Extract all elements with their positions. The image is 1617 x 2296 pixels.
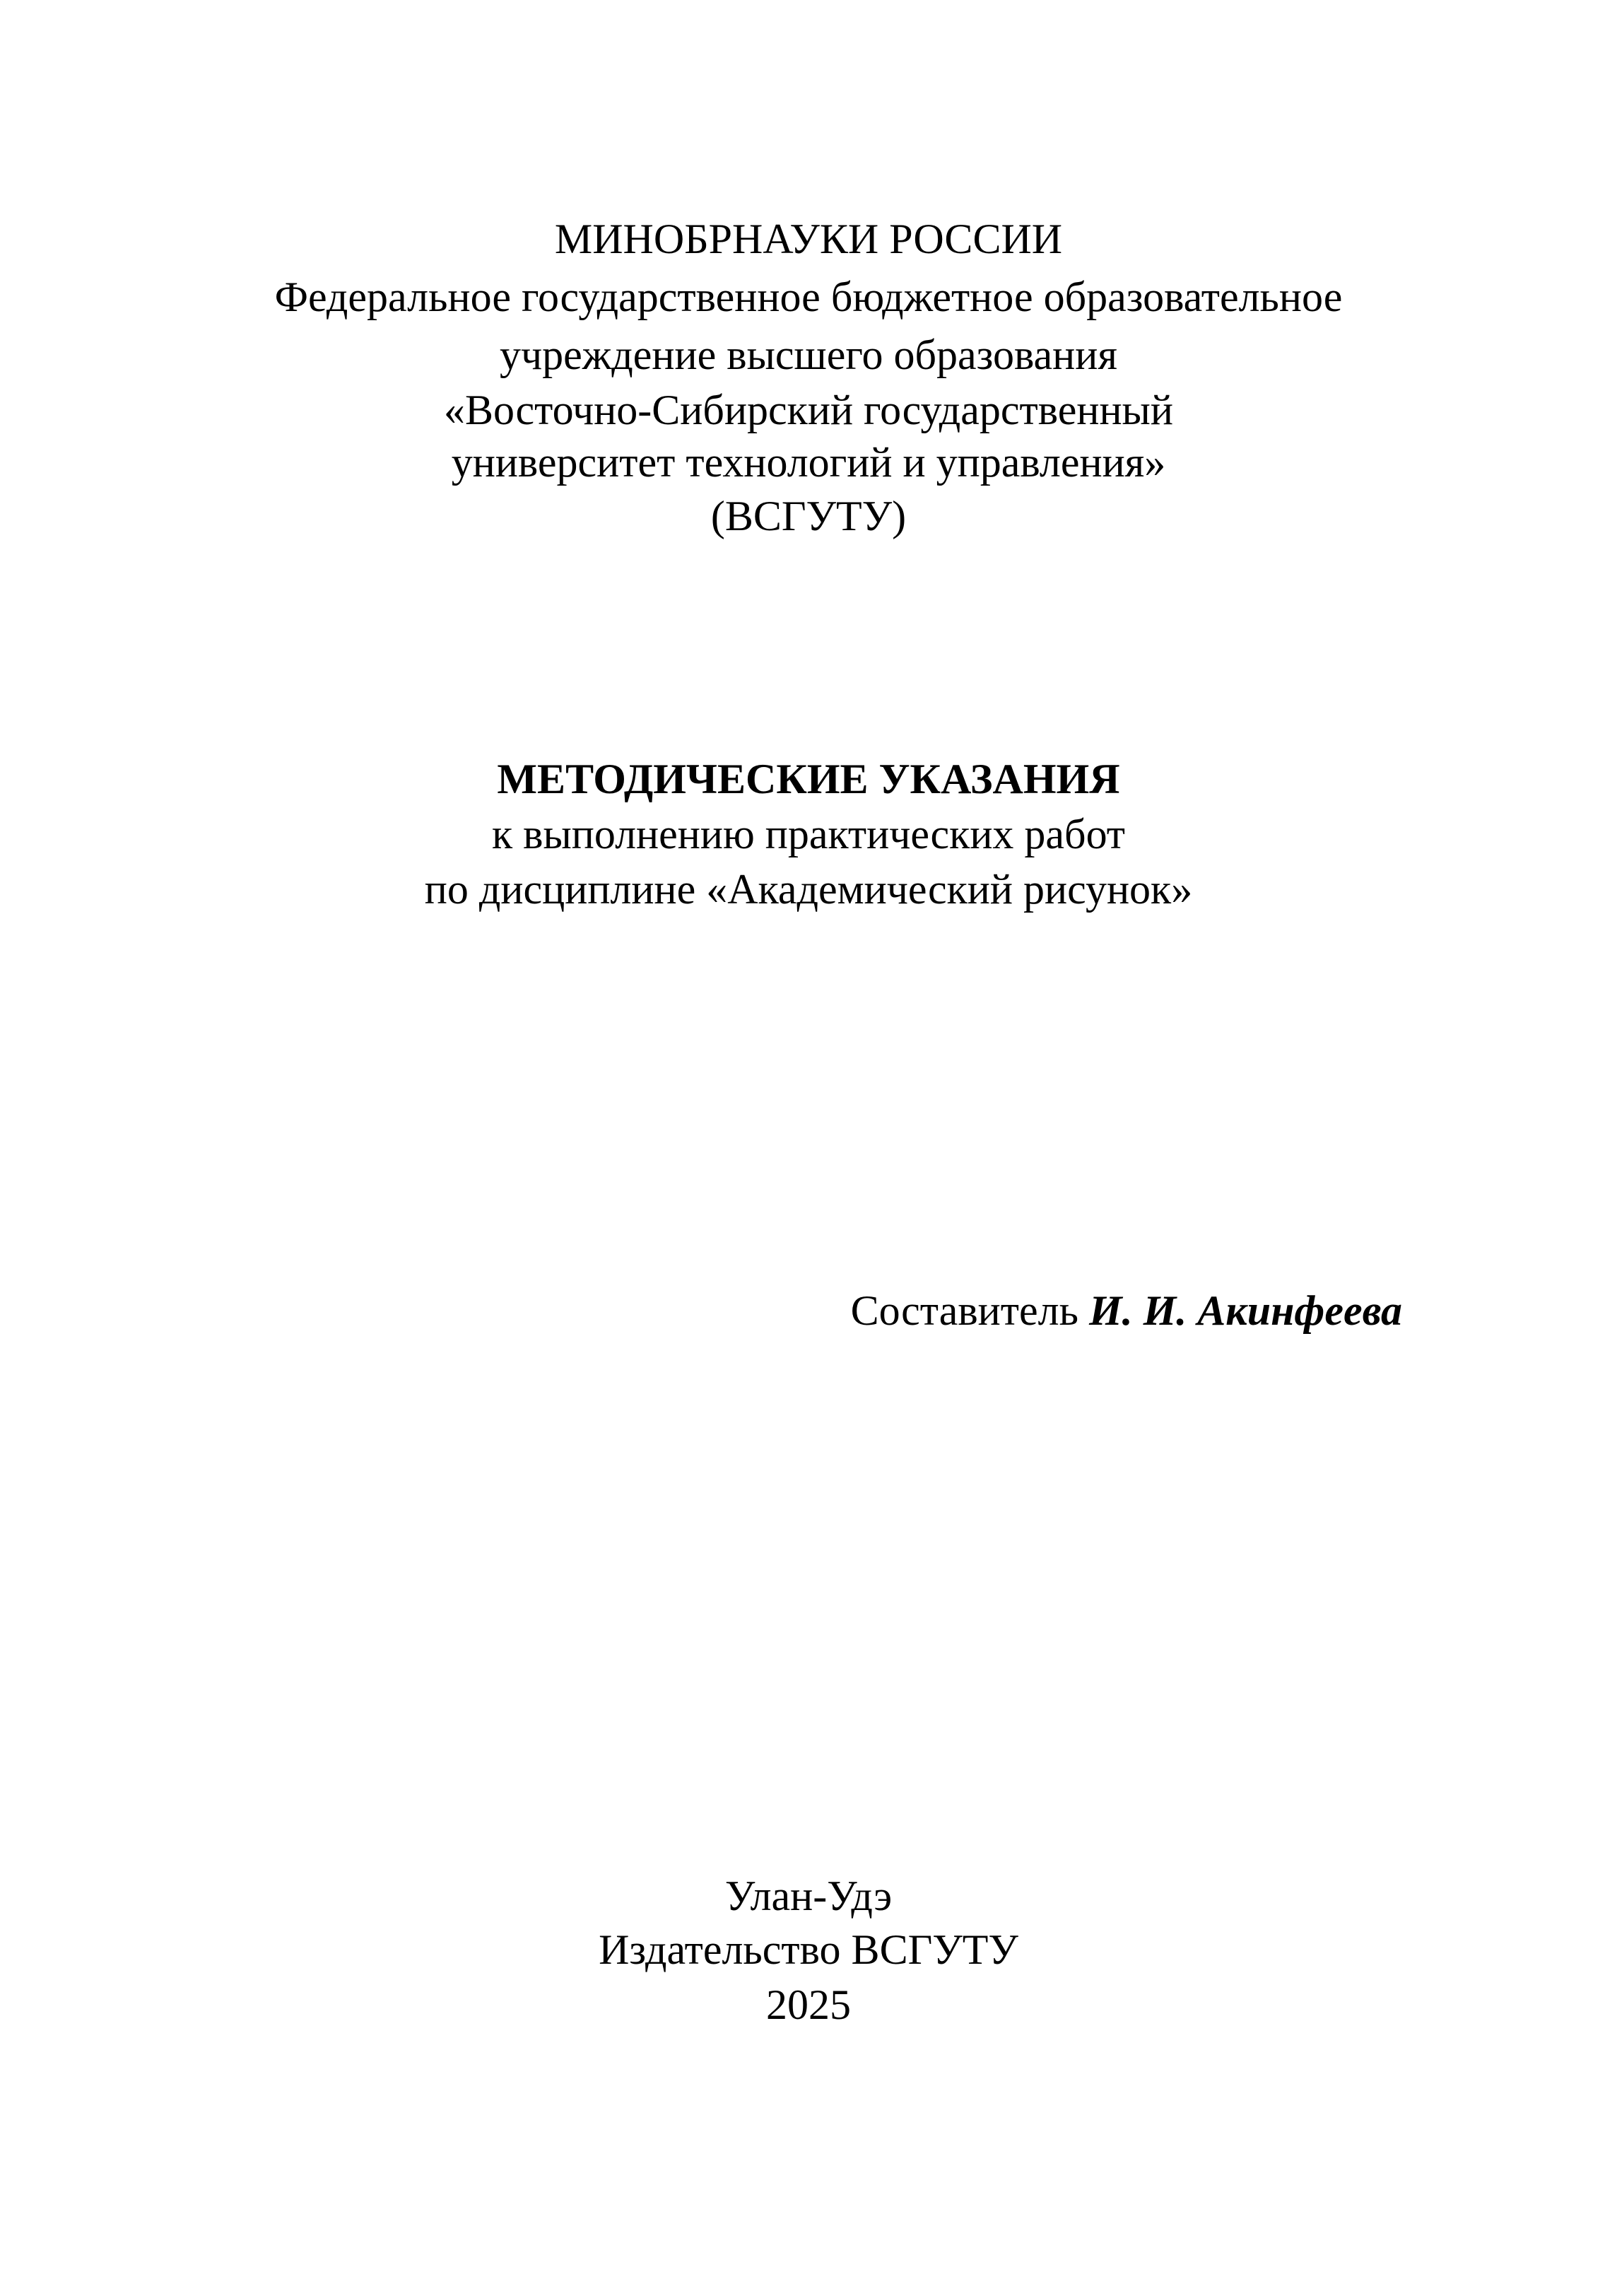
org-line-4: университет технологий и управления» [451,439,1166,486]
org-line-3: «Восточно-Сибирский государственный [444,387,1173,433]
publication-city: Улан-Удэ [724,1873,893,1919]
org-line-2: учреждение высшего образования [500,332,1117,378]
document-title: МЕТОДИЧЕСКИЕ УКАЗАНИЯ [497,756,1120,802]
org-abbreviation: (ВСГУТУ) [710,493,907,539]
ministry-name: МИНОБРНАУКИ РОССИИ [554,216,1063,262]
document-subtitle-1: к выполнению практических работ [491,811,1126,857]
author-name: И. И. Акинфеева [1088,1287,1402,1334]
org-line-1: Федеральное государственное бюджетное образовательное [274,274,1343,320]
author-line [851,1285,1402,1336]
author-label: Составитель [850,1287,1078,1334]
document-subtitle-2: по дисциплине «Академический рисунок» [424,866,1193,913]
publication-year: 2025 [766,1981,851,2028]
publisher-name: Издательство ВСГУТУ [599,1926,1018,1973]
